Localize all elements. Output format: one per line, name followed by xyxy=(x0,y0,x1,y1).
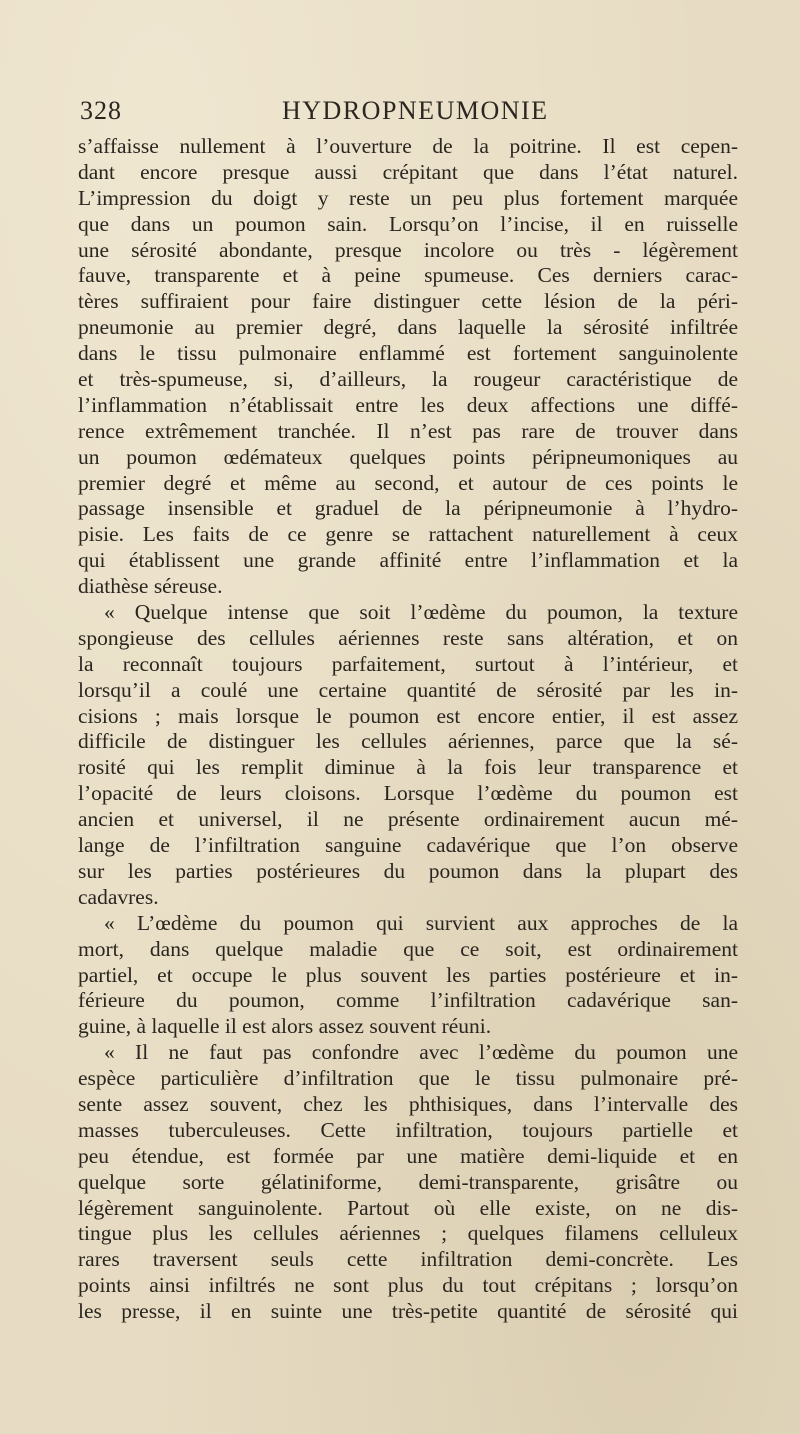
text-line: un poumon œdémateux quelques points péripneumoniques au xyxy=(78,444,738,469)
text-line: fauve, transparente et à peine spumeuse. Ces derniers carac- xyxy=(78,263,738,288)
page-number: 328 xyxy=(80,96,122,125)
text-line: que dans un poumon sain. Lorsqu’on l’incise, il en ruisselle xyxy=(78,211,738,236)
text-line: diathèse séreuse. xyxy=(78,574,223,599)
text-line: ancien et universel, il ne présente ordinairement aucun mé- xyxy=(78,807,738,832)
text-line: férieure du poumon, comme l’infiltration cadavérique san- xyxy=(78,988,738,1013)
text-line: tingue plus les cellules aériennes ; quelques filamens celluleux xyxy=(78,1221,738,1246)
text-line: qui établissent une grande affinité entre l’inflammation et la xyxy=(78,548,738,573)
text-line: « L’œdème du poumon qui survient aux approches de la xyxy=(104,910,738,935)
text-line: une sérosité abondante, presque incolore ou très - légèrement xyxy=(78,237,738,262)
text-line: et très-spumeuse, si, d’ailleurs, la rougeur caractéristique de xyxy=(78,367,738,392)
text-line: tères suffiraient pour faire distinguer cette lésion de la péri- xyxy=(78,289,738,314)
text-line: cisions ; mais lorsque le poumon est encore entier, il est assez xyxy=(78,703,738,728)
body-text xyxy=(78,134,738,1325)
text-line: points ainsi infiltrés ne sont plus du tout crépitans ; lorsqu’on xyxy=(78,1273,738,1298)
text-line: quelque sorte gélatiniforme, demi-transparente, grisâtre ou xyxy=(78,1169,738,1194)
text-line: les presse, il en suinte une très-petite quantité de sérosité qui xyxy=(78,1299,738,1324)
text-line: L’impression du doigt y reste un peu plus fortement marquée xyxy=(78,185,738,210)
text-line: légèrement sanguinolente. Partout où elle existe, on ne dis- xyxy=(78,1195,738,1220)
text-line: pneumonie au premier degré, dans laquelle la sérosité infiltrée xyxy=(78,315,738,340)
text-line: masses tuberculeuses. Cette infiltration, toujours partielle et xyxy=(78,1117,738,1142)
text-line: « Quelque intense que soit l’œdème du poumon, la texture xyxy=(104,600,738,625)
text-line: passage insensible et graduel de la péripneumonie à l’hydro- xyxy=(78,496,738,521)
page-header xyxy=(80,96,730,132)
text-line: peu étendue, est formée par une matière demi-liquide et en xyxy=(78,1143,738,1168)
text-line: rosité qui les remplit diminue à la fois leur transparence et xyxy=(78,755,738,780)
text-line: la reconnaît toujours parfaitement, surtout à l’intérieur, et xyxy=(78,651,738,676)
text-line: l’inflammation n’établissait entre les deux affections une diffé- xyxy=(78,392,738,417)
text-line: s’affaisse nullement à l’ouverture de la poitrine. Il est cepen- xyxy=(78,134,738,158)
text-line: pisie. Les faits de ce genre se rattachent naturellement à ceux xyxy=(78,522,738,547)
running-head: HYDROPNEUMONIE xyxy=(282,96,549,125)
text-line: sente assez souvent, chez les phthisiques, dans l’intervalle des xyxy=(78,1091,738,1116)
text-line: espèce particulière d’infiltration que le tissu pulmonaire pré- xyxy=(78,1066,738,1091)
text-line: guine, à laquelle il est alors assez souvent réuni. xyxy=(78,1014,492,1039)
text-line: mort, dans quelque maladie que ce soit, est ordinairement xyxy=(78,936,738,961)
text-line: lorsqu’il a coulé une certaine quantité de sérosité par les in- xyxy=(78,677,738,702)
text-line: spongieuse des cellules aériennes reste sans altération, et on xyxy=(78,625,738,650)
text-line: rares traversent seuls cette infiltration demi-concrète. Les xyxy=(78,1247,738,1272)
text-line: lange de l’infiltration sanguine cadavérique que l’on observe xyxy=(78,833,738,858)
text-line: sur les parties postérieures du poumon dans la plupart des xyxy=(78,858,738,883)
text-line: « Il ne faut pas confondre avec l’œdème du poumon une xyxy=(104,1040,738,1065)
text-line: dant encore presque aussi crépitant que dans l’état naturel. xyxy=(78,159,738,184)
text-line: l’opacité de leurs cloisons. Lorsque l’œdème du poumon est xyxy=(78,781,738,806)
text-line: cadavres. xyxy=(78,884,159,909)
text-line: rence extrêmement tranchée. Il n’est pas rare de trouver dans xyxy=(78,418,738,443)
text-line: partiel, et occupe le plus souvent les parties postérieure et in- xyxy=(78,962,738,987)
text-line: premier degré et même au second, et autour de ces points le xyxy=(78,470,738,495)
text-line: difficile de distinguer les cellules aériennes, parce que la sé- xyxy=(78,729,738,754)
text-line: dans le tissu pulmonaire enflammé est fortement sanguinolente xyxy=(78,341,738,366)
